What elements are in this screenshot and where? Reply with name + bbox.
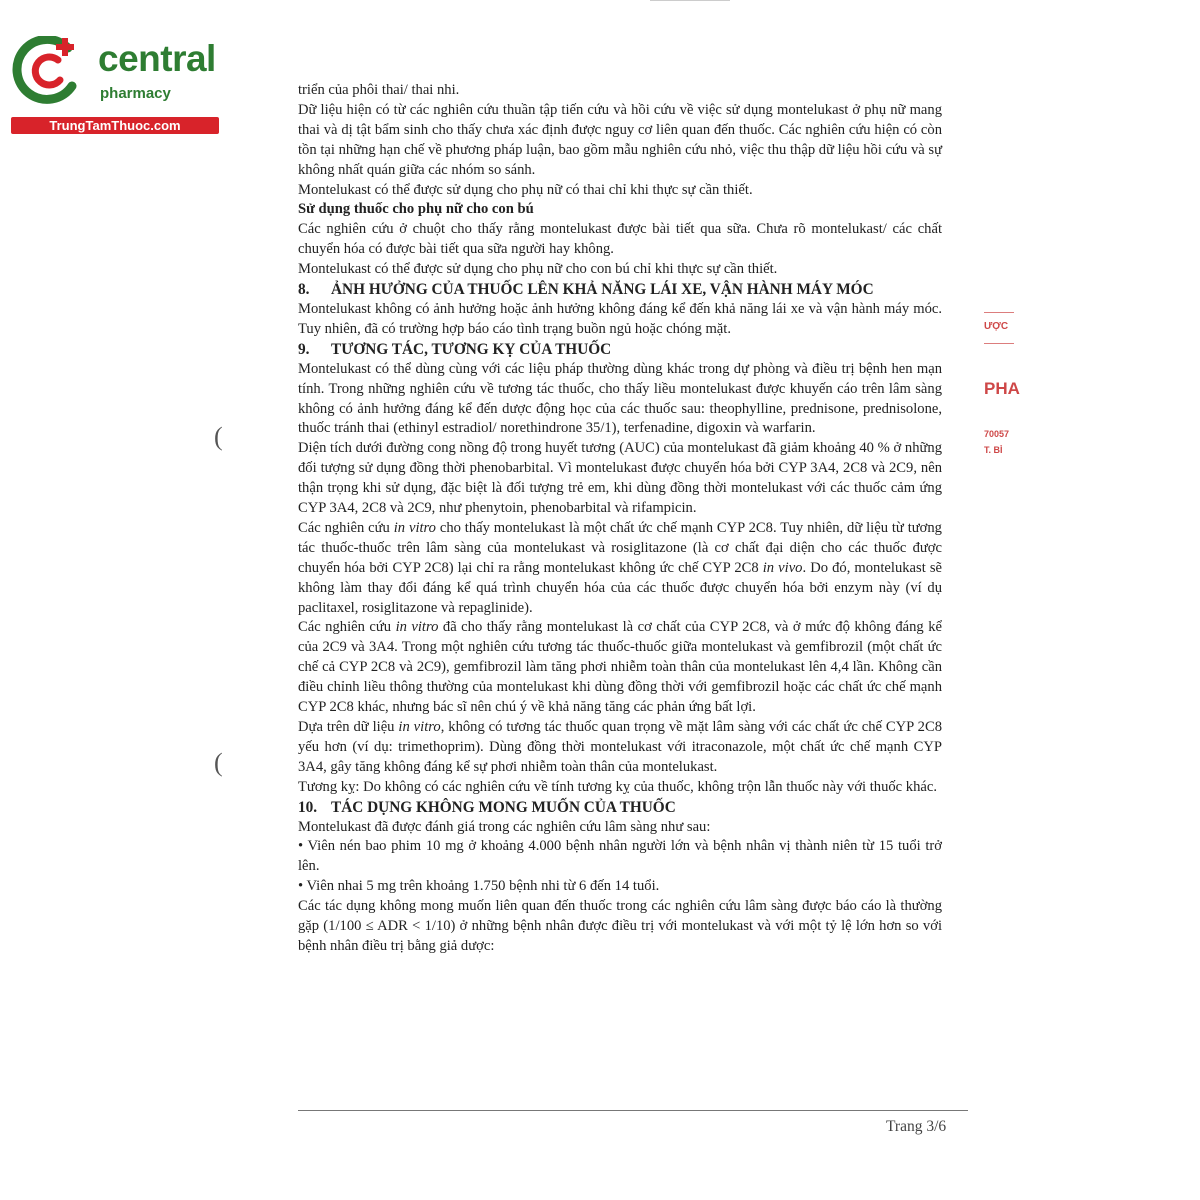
paragraph: Montelukast có thể được sử dụng cho phụ nữ cho con bú chỉ khi thực sự cần thiết. (298, 261, 778, 278)
section-heading-9 (298, 340, 942, 360)
italic-term: in vitro (393, 519, 436, 536)
margin-stamp-text: T. BÌ (984, 445, 1003, 455)
italic-term: in vivo (762, 559, 803, 576)
logo-subtitle: pharmacy (100, 85, 171, 102)
section-number: 9. (298, 340, 310, 358)
paragraph: Tương kỵ: Do không có các nghiên cứu về tính tương kỵ của thuốc, không trộn lẫn thuốc này với thuốc khác. (298, 778, 938, 795)
scan-edge-mark (650, 0, 730, 1)
pharmacy-cross-icon (12, 36, 82, 106)
subheading-breastfeeding: Sử dụng thuốc cho phụ nữ cho con bú (298, 201, 534, 218)
binder-hole-mark: ( (214, 422, 223, 451)
text-run: Các nghiên cứu (298, 519, 394, 536)
paragraph: Diện tích dưới đường cong nồng độ trong huyết tương (AUC) của montelukast đã giảm khoảng 40 % ở những đối tượng sử dụng đồng thời phenobarbital. Vì montelukast được chuyển hóa bởi CYP 3A4, 2C8 và 2C9, nên thận trọng khi sử dụng, đặc biệt là đối tượng trẻ em, khi dùng đồng thời montelukast với các thuốc cảm ứng CYP 3A4, 2C8 và 2C9, như phenytoin, phenobarbital và rifampicin. (298, 440, 942, 517)
section-title: TƯƠNG TÁC, TƯƠNG KỴ CỦA THUỐC (331, 340, 612, 358)
paragraph (298, 718, 942, 778)
paragraph: Dữ liệu hiện có từ các nghiên cứu thuần tập tiến cứu và hồi cứu về việc sử dụng montelukast ở phụ nữ mang thai và dị tật bẩm sinh cho thấy chưa xác định được nguy cơ liên quan đến thuốc. Các nghiên cứu hiện có còn tồn tại những hạn chế về phương pháp luận, bao gồm mẫu nghiên cứu nhỏ, việc thu thập dữ liệu hồi cứu và sự không nhất quán giữa các nhóm so sánh. (298, 101, 942, 178)
margin-stamp-text: PHA (984, 379, 1020, 398)
logo-website-banner[interactable]: TrungTamThuoc.com (11, 117, 219, 134)
section-heading-10 (298, 798, 942, 818)
bullet-item: • Viên nén bao phim 10 mg ở khoảng 4.000 bệnh nhân người lớn và bệnh nhân vị thành niên từ 15 tuổi trở lên. (298, 838, 942, 875)
italic-term: in vitro (395, 619, 439, 636)
text-run: cho thấy montelukast là một chất ức chế mạnh CYP 2C8. Tuy nhiên, dữ liệu từ tương tác thuốc-thuốc trên lâm sàng của montelukast và rosiglitazone (là cơ chất đại diện cho các thuốc được chuyển hóa bởi CYP 2C8) lại chỉ ra rằng montelukast không ức chế CYP 2C8 (298, 519, 942, 576)
section-title: TÁC DỤNG KHÔNG MONG MUỐN CỦA THUỐC (331, 798, 676, 816)
bullet-item: • Viên nhai 5 mg trên khoảng 1.750 bệnh nhi từ 6 đến 14 tuổi. (298, 878, 660, 895)
text-run: . Do đó, montelukast sẽ không làm thay đổi đáng kể quá trình chuyển hóa của các thuốc được chuyển hóa bởi enzym này (ví dụ paclitaxel, rosiglitazone và repaglinide). (298, 559, 942, 616)
logo-wordmark: central (98, 38, 216, 79)
section-number: 8. (298, 281, 310, 299)
paragraph (298, 519, 942, 619)
central-pharmacy-logo[interactable] (10, 34, 222, 134)
text-run: Dựa trên dữ liệu (298, 719, 399, 735)
paragraph: Montelukast có thể dùng cùng với các liệu pháp thường dùng khác trong dự phòng và điều trị bệnh hen mạn tính. Trong những nghiên cứu về tương tác thuốc, cho thấy liều montelukast được khuyến cáo trên lâm sàng không có ảnh hưởng đáng kể đến dược động học của các thuốc sau: theophylline, prednisone, prednisolone, thuốc tránh thai (ethinyl estradiol/ norethindrone 35/1), terfenadine, digoxin và warfarin. (298, 360, 942, 437)
margin-stamp-text: 70057 (984, 429, 1010, 439)
section-title: ẢNH HƯỞNG CỦA THUỐC LÊN KHẢ NĂNG LÁI XE, VẬN HÀNH MÁY MÓC (331, 281, 874, 299)
paragraph: Montelukast có thể được sử dụng cho phụ nữ có thai chỉ khi thực sự cần thiết. (298, 181, 753, 198)
paragraph: Montelukast không có ảnh hưởng hoặc ảnh hưởng không đáng kể đến khả năng lái xe và vận hành máy móc. Tuy nhiên, đã có trường hợp báo cáo tình trạng buồn ngủ hoặc chóng mặt. (298, 300, 942, 337)
paragraph: Các nghiên cứu ở chuột cho thấy rằng montelukast được bài tiết qua sữa. Chưa rõ montelukast/ các chất chuyển hóa có được bài tiết qua sữa người hay không. (298, 221, 942, 258)
text-run: Các nghiên cứu (298, 619, 396, 636)
section-number: 10. (298, 798, 318, 816)
margin-stamp-text: ƯỢC (984, 321, 1009, 332)
paragraph: triển của phôi thai/ thai nhi. (298, 82, 460, 98)
footer-divider (298, 1110, 968, 1111)
text-run: đã cho thấy rằng montelukast là cơ chất của CYP 2C8, và ở mức độ không đáng kể của 2C9 và 3A4. Trong một nghiên cứu tương tác thuốc-thuốc giữa montelukast và gemfibrozil (một chất ức chế cả CYP 2C8 và 2C9), gemfibrozil làm tăng phơi nhiễm toàn thân của montelukast lên 4,4 lần. Không cần điều chỉnh liều thông thường của montelukast khi dùng đồng thời với gemfibrozil hoặc các chất ức chế mạnh CYP 2C8 khác, nhưng bác sĩ nên chú ý về khả năng tăng các phản ứng bất lợi. (298, 619, 942, 716)
paragraph (298, 618, 942, 718)
page-number: Trang 3/6 (886, 1118, 947, 1135)
paragraph: Montelukast đã được đánh giá trong các nghiên cứu lâm sàng như sau: (298, 818, 711, 835)
document-body (298, 81, 942, 957)
paragraph: Các tác dụng không mong muốn liên quan đến thuốc trong các nghiên cứu lâm sàng được báo cáo là thường gặp (1/100 ≤ ADR < 1/10) ở những bệnh nhân được điều trị với montelukast và với một tỷ lệ lớn hơn so với bệnh nhân điều trị bằng giả dược: (298, 898, 942, 954)
text-run: , không có tương tác thuốc quan trọng về mặt lâm sàng với các chất ức chế CYP 2C8 yếu hơn (ví dụ: trimethoprim). Dùng đồng thời montelukast với itraconazole, một chất ức chế mạnh CYP 3A4, gây tăng không đáng kể sự phơi nhiễm toàn thân của montelukast. (298, 719, 942, 775)
section-heading-8 (298, 280, 942, 300)
italic-term: in vitro (398, 719, 441, 735)
binder-hole-mark: ( (214, 748, 223, 777)
